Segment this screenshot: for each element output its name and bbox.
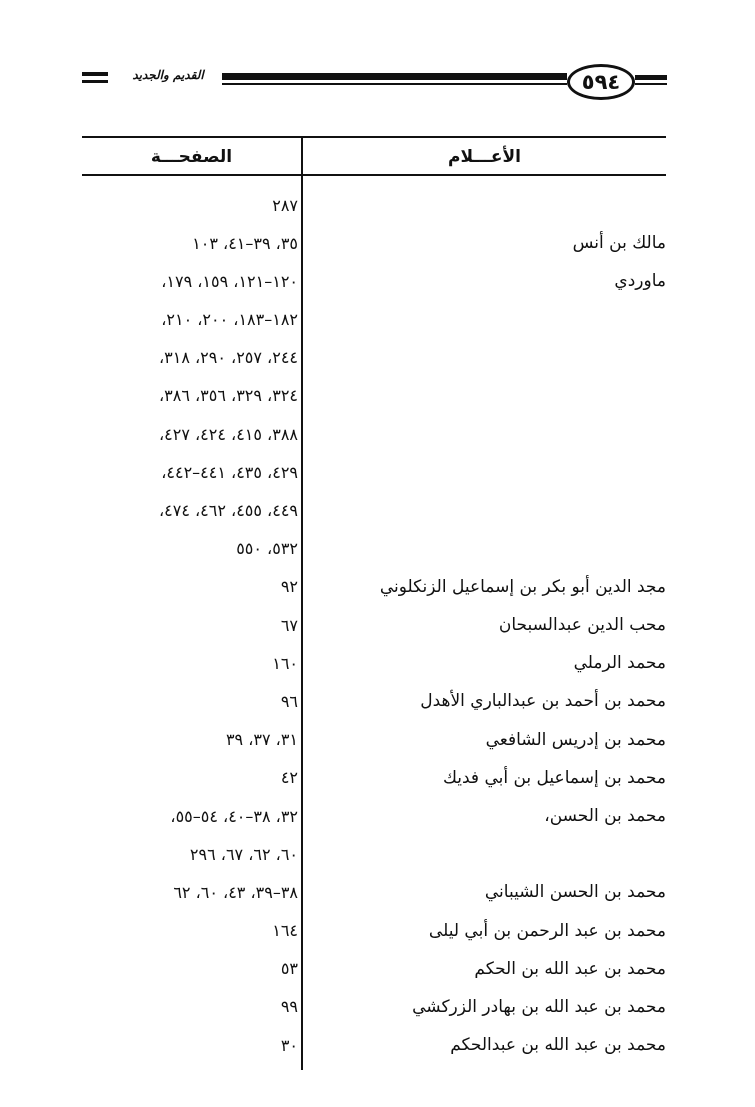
index-entry-pages: ١٨٢–١٨٣، ٢٠٠، ٢١٠،: [161, 310, 298, 330]
index-entry-pages: ٤٤٩، ٤٥٥، ٤٦٢، ٤٧٤،: [158, 501, 298, 520]
index-row: [0, 950, 755, 988]
index-entry-pages: ٩٢: [280, 577, 298, 597]
index-row: [0, 988, 755, 1026]
index-row: [0, 682, 755, 720]
running-header: [0, 0, 755, 110]
index-row: [0, 835, 755, 873]
index-entry-name: محمد بن أحمد بن عبدالباري الأهدل: [420, 691, 666, 712]
index-row: [0, 1026, 755, 1064]
index-entry-name: محمد بن عبد الرحمن بن أبي ليلى: [428, 920, 666, 941]
index-entry-pages: ١٦٠: [272, 653, 298, 673]
index-row: [0, 873, 755, 911]
index-row: [0, 644, 755, 682]
index-entry-pages: ٣٨٨، ٤١٥، ٤٢٤، ٤٢٧،: [158, 424, 298, 444]
index-entry-pages: ٦٧: [280, 615, 298, 635]
index-row: [0, 530, 755, 568]
index-row: [0, 301, 755, 339]
column-header-pages: الصفحـــة: [150, 147, 233, 167]
index-entry-name: محمد بن إسماعيل بن أبي فديك: [442, 767, 666, 788]
header-rule-left: [82, 72, 108, 76]
index-entry-name: مالك بن أنس: [572, 233, 666, 254]
index-entry-pages: ٣٢، ٣٨–٤٠، ٥٤–٥٥،: [170, 806, 298, 826]
index-entry-name: محب الدين عبدالسبحان: [498, 615, 666, 636]
header-rule-right-lower: [635, 83, 667, 85]
index-entry-name: [316, 492, 666, 530]
index-row: [0, 377, 755, 415]
header-rule-main-lower: [222, 83, 567, 85]
index-entry-name: [316, 530, 666, 568]
index-row: [0, 415, 755, 453]
index-entry-name: [316, 301, 666, 339]
index-row: [0, 759, 755, 797]
index-row: [0, 568, 755, 606]
index-entry-name: [316, 339, 666, 377]
index-entry-pages: ٩٦: [280, 691, 298, 711]
index-entry-name: [316, 377, 666, 415]
index-row: [0, 339, 755, 377]
index-entry-name: مجد الدين أبو بكر بن إسماعيل الزنكلوني: [379, 576, 666, 597]
index-entry-pages: ١٦٤: [272, 921, 298, 941]
index-entry-pages: ٤٢٩، ٤٣٥، ٤٤١–٤٤٢،: [161, 462, 298, 482]
index-entry-pages: ٣٠: [280, 1035, 298, 1055]
index-entry-pages: ٣٨–٣٩، ٤٣، ٦٠، ٦٢: [173, 882, 298, 902]
index-entry-name: محمد بن عبد الله بن عبدالحكم: [450, 1035, 666, 1056]
table-top-rule: [82, 136, 666, 138]
header-rule-main: [222, 73, 567, 80]
index-entry-name: محمد بن الحسن،: [544, 806, 666, 826]
index-row: [0, 721, 755, 759]
index-entry-pages: ٢٨٧: [272, 195, 298, 215]
index-entry-pages: ٢٤٤، ٢٥٧، ٢٩٠، ٣١٨،: [158, 348, 298, 368]
index-entry-pages: ٩٩: [280, 997, 298, 1017]
table-header-rule: [82, 174, 666, 176]
index-entry-name: [316, 453, 666, 491]
index-entry-pages: ٤٢: [280, 768, 298, 788]
index-row: [0, 262, 755, 300]
index-entry-pages: ٥٣٢، ٥٥٠: [236, 539, 298, 559]
index-row: [0, 492, 755, 530]
index-entry-name: محمد الرملي: [573, 653, 666, 674]
header-rule-right: [635, 75, 667, 80]
page-number: ٥٩٤: [567, 64, 635, 100]
index-row: [0, 797, 755, 835]
index-rows: [0, 186, 755, 1064]
index-row: [0, 186, 755, 224]
column-header-names: الأعـــلام: [448, 147, 521, 167]
index-entry-name: [316, 186, 666, 224]
index-entry-name: [316, 835, 666, 873]
book-title: القديم والجديد: [132, 68, 204, 82]
index-entry-pages: ٦٠، ٦٢، ٦٧، ٢٩٦: [189, 844, 298, 864]
index-entry-pages: ٥٣: [280, 959, 298, 979]
index-entry-name: محمد بن الحسن الشيباني: [484, 882, 666, 903]
index-entry-pages: ١٢٠–١٢١، ١٥٩، ١٧٩،: [161, 271, 298, 291]
index-entry-name: محمد بن إدريس الشافعي: [485, 729, 666, 750]
index-entry-name: [316, 415, 666, 453]
index-row: [0, 606, 755, 644]
index-entry-pages: ٣١، ٣٧، ٣٩: [225, 730, 298, 750]
index-entry-pages: ٣٢٤، ٣٢٩، ٣٥٦، ٣٨٦،: [158, 386, 298, 406]
index-entry-name: محمد بن عبد الله بن الحكم: [474, 958, 666, 979]
index-row: [0, 453, 755, 491]
index-entry-name: ماوردي: [614, 271, 666, 292]
index-entry-pages: ٣٥، ٣٩–٤١، ١٠٣: [192, 233, 298, 253]
index-row: [0, 224, 755, 262]
index-entry-name: محمد بن عبد الله بن بهادر الزركشي: [412, 996, 666, 1017]
index-row: [0, 912, 755, 950]
header-rule-left-lower: [82, 80, 108, 83]
